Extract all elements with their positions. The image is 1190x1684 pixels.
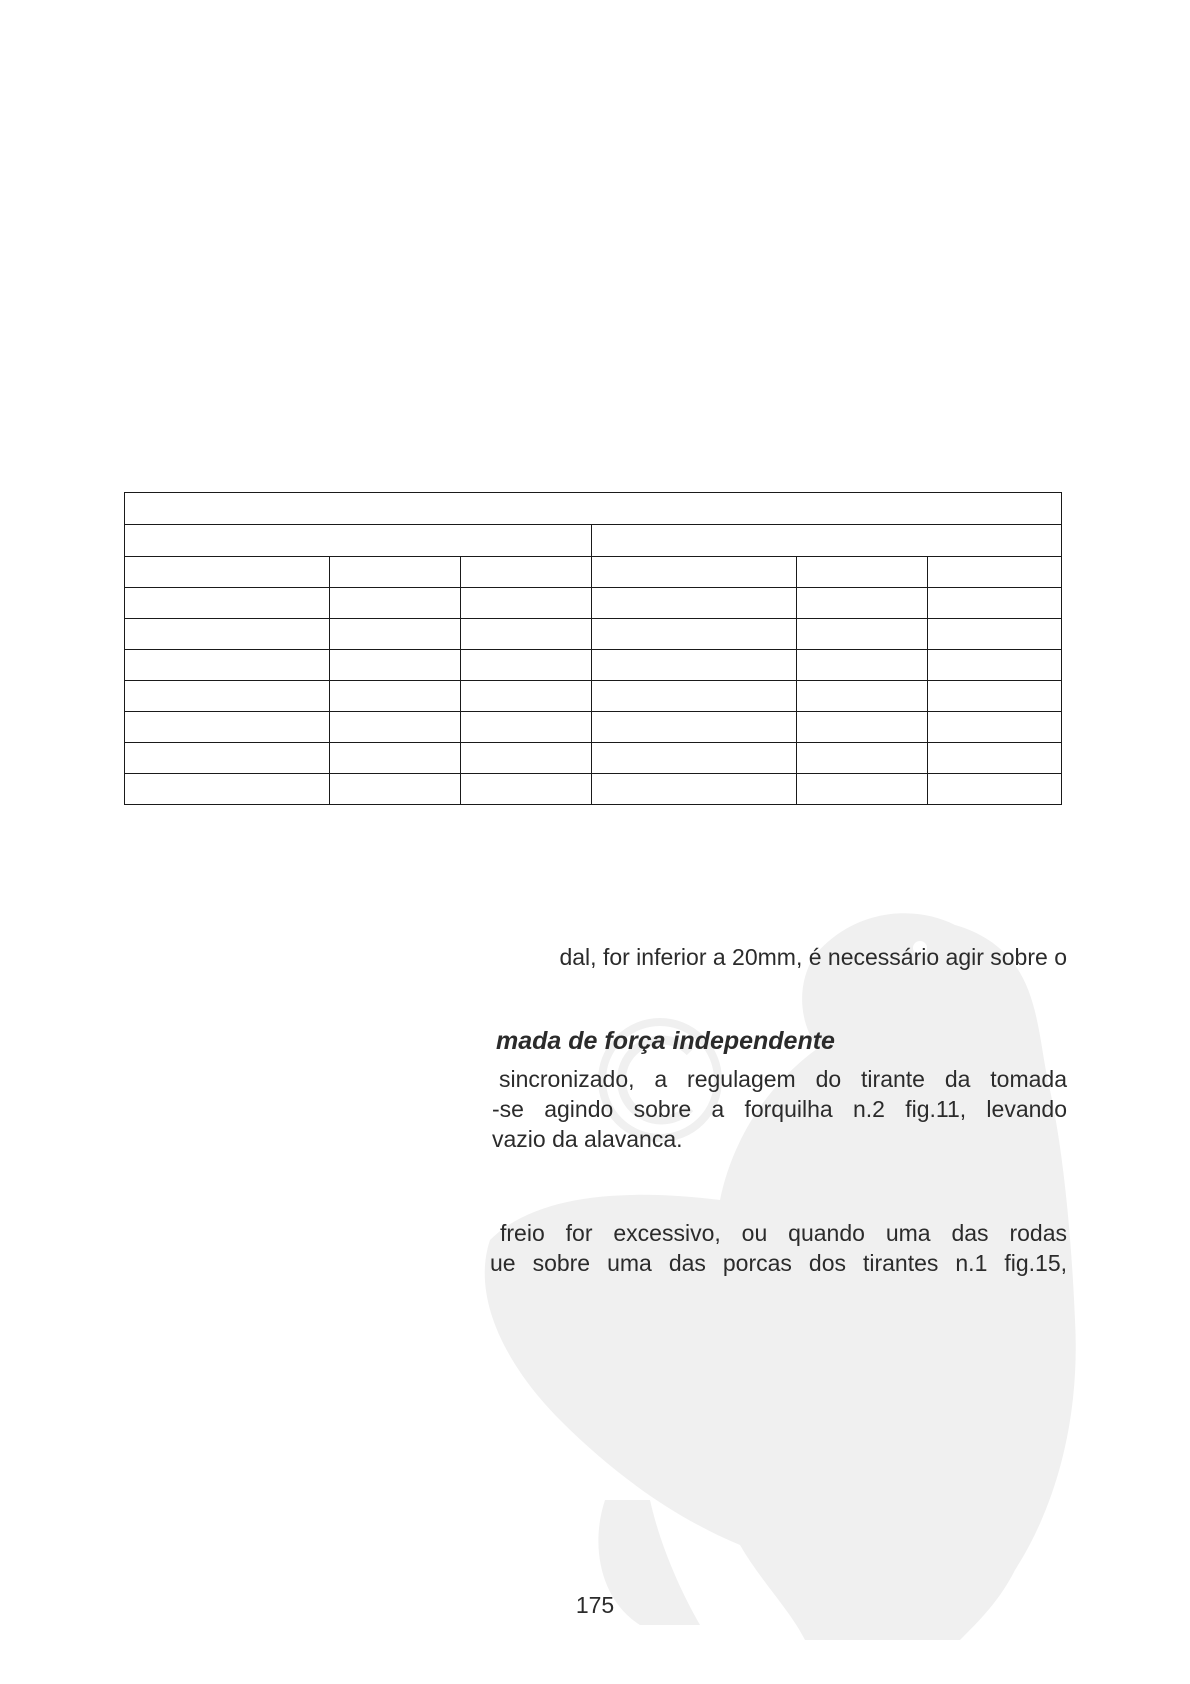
table-cell — [592, 712, 797, 743]
specification-table — [124, 492, 1062, 805]
table-cell — [797, 712, 928, 743]
table-cell — [125, 650, 330, 681]
paragraph-line: dal, for inferior a 20mm, é necessário agir sobre o — [559, 944, 1067, 970]
table-cell — [928, 619, 1062, 650]
table-row — [125, 774, 1062, 805]
table-cell — [797, 588, 928, 619]
paragraph-line: -se agindo sobre a forquilha n.2 fig.11, levando — [492, 1096, 1067, 1122]
table-cell — [330, 650, 461, 681]
table-cell — [461, 619, 592, 650]
table-cell — [592, 774, 797, 805]
table-row — [125, 557, 1062, 588]
table-cell — [461, 650, 592, 681]
table-group-header-row — [125, 525, 1062, 557]
table-cell — [125, 493, 1062, 525]
table-cell — [592, 525, 1062, 557]
table-cell — [592, 681, 797, 712]
table-cell — [330, 681, 461, 712]
table-cell — [928, 774, 1062, 805]
table-cell — [928, 712, 1062, 743]
table-cell — [330, 712, 461, 743]
paragraph-line: freio for excessivo, ou quando uma das rodas — [500, 1220, 1067, 1246]
table-cell — [797, 619, 928, 650]
paragraph-line: sincronizado, a regulagem do tirante da tomada — [499, 1066, 1067, 1092]
table-cell — [330, 588, 461, 619]
table-row — [125, 650, 1062, 681]
table-cell — [125, 712, 330, 743]
table-cell — [797, 743, 928, 774]
table-cell — [330, 557, 461, 588]
table-cell — [797, 774, 928, 805]
table-cell — [928, 557, 1062, 588]
section-heading: mada de força independente — [496, 1027, 835, 1055]
paragraph-line: vazio da alavanca. — [492, 1126, 683, 1152]
table-cell — [125, 681, 330, 712]
table-cell — [461, 681, 592, 712]
table-cell — [330, 774, 461, 805]
table-cell — [125, 743, 330, 774]
table-cell — [461, 712, 592, 743]
table-cell — [797, 557, 928, 588]
table-cell — [461, 743, 592, 774]
table-cell — [125, 557, 330, 588]
table-row — [125, 712, 1062, 743]
table-row — [125, 619, 1062, 650]
table-cell — [592, 588, 797, 619]
table-cell — [592, 743, 797, 774]
paragraph-line: ue sobre uma das porcas dos tirantes n.1 fig.15, — [490, 1250, 1067, 1276]
table-cell — [928, 681, 1062, 712]
table-cell — [592, 619, 797, 650]
table-cell — [928, 743, 1062, 774]
table-cell — [125, 588, 330, 619]
table-cell — [125, 619, 330, 650]
table-cell — [330, 743, 461, 774]
table-row — [125, 743, 1062, 774]
table-row — [125, 681, 1062, 712]
table-title-row — [125, 493, 1062, 525]
table-cell — [330, 619, 461, 650]
table-cell — [461, 557, 592, 588]
page-number: 175 — [575, 1592, 615, 1618]
table-cell — [592, 650, 797, 681]
table-cell — [592, 557, 797, 588]
table-cell — [461, 588, 592, 619]
table-row — [125, 588, 1062, 619]
table-cell — [797, 681, 928, 712]
table-cell — [928, 650, 1062, 681]
table-cell — [928, 588, 1062, 619]
table-cell — [797, 650, 928, 681]
table-cell — [125, 774, 330, 805]
table-cell — [125, 525, 592, 557]
table-cell — [461, 774, 592, 805]
